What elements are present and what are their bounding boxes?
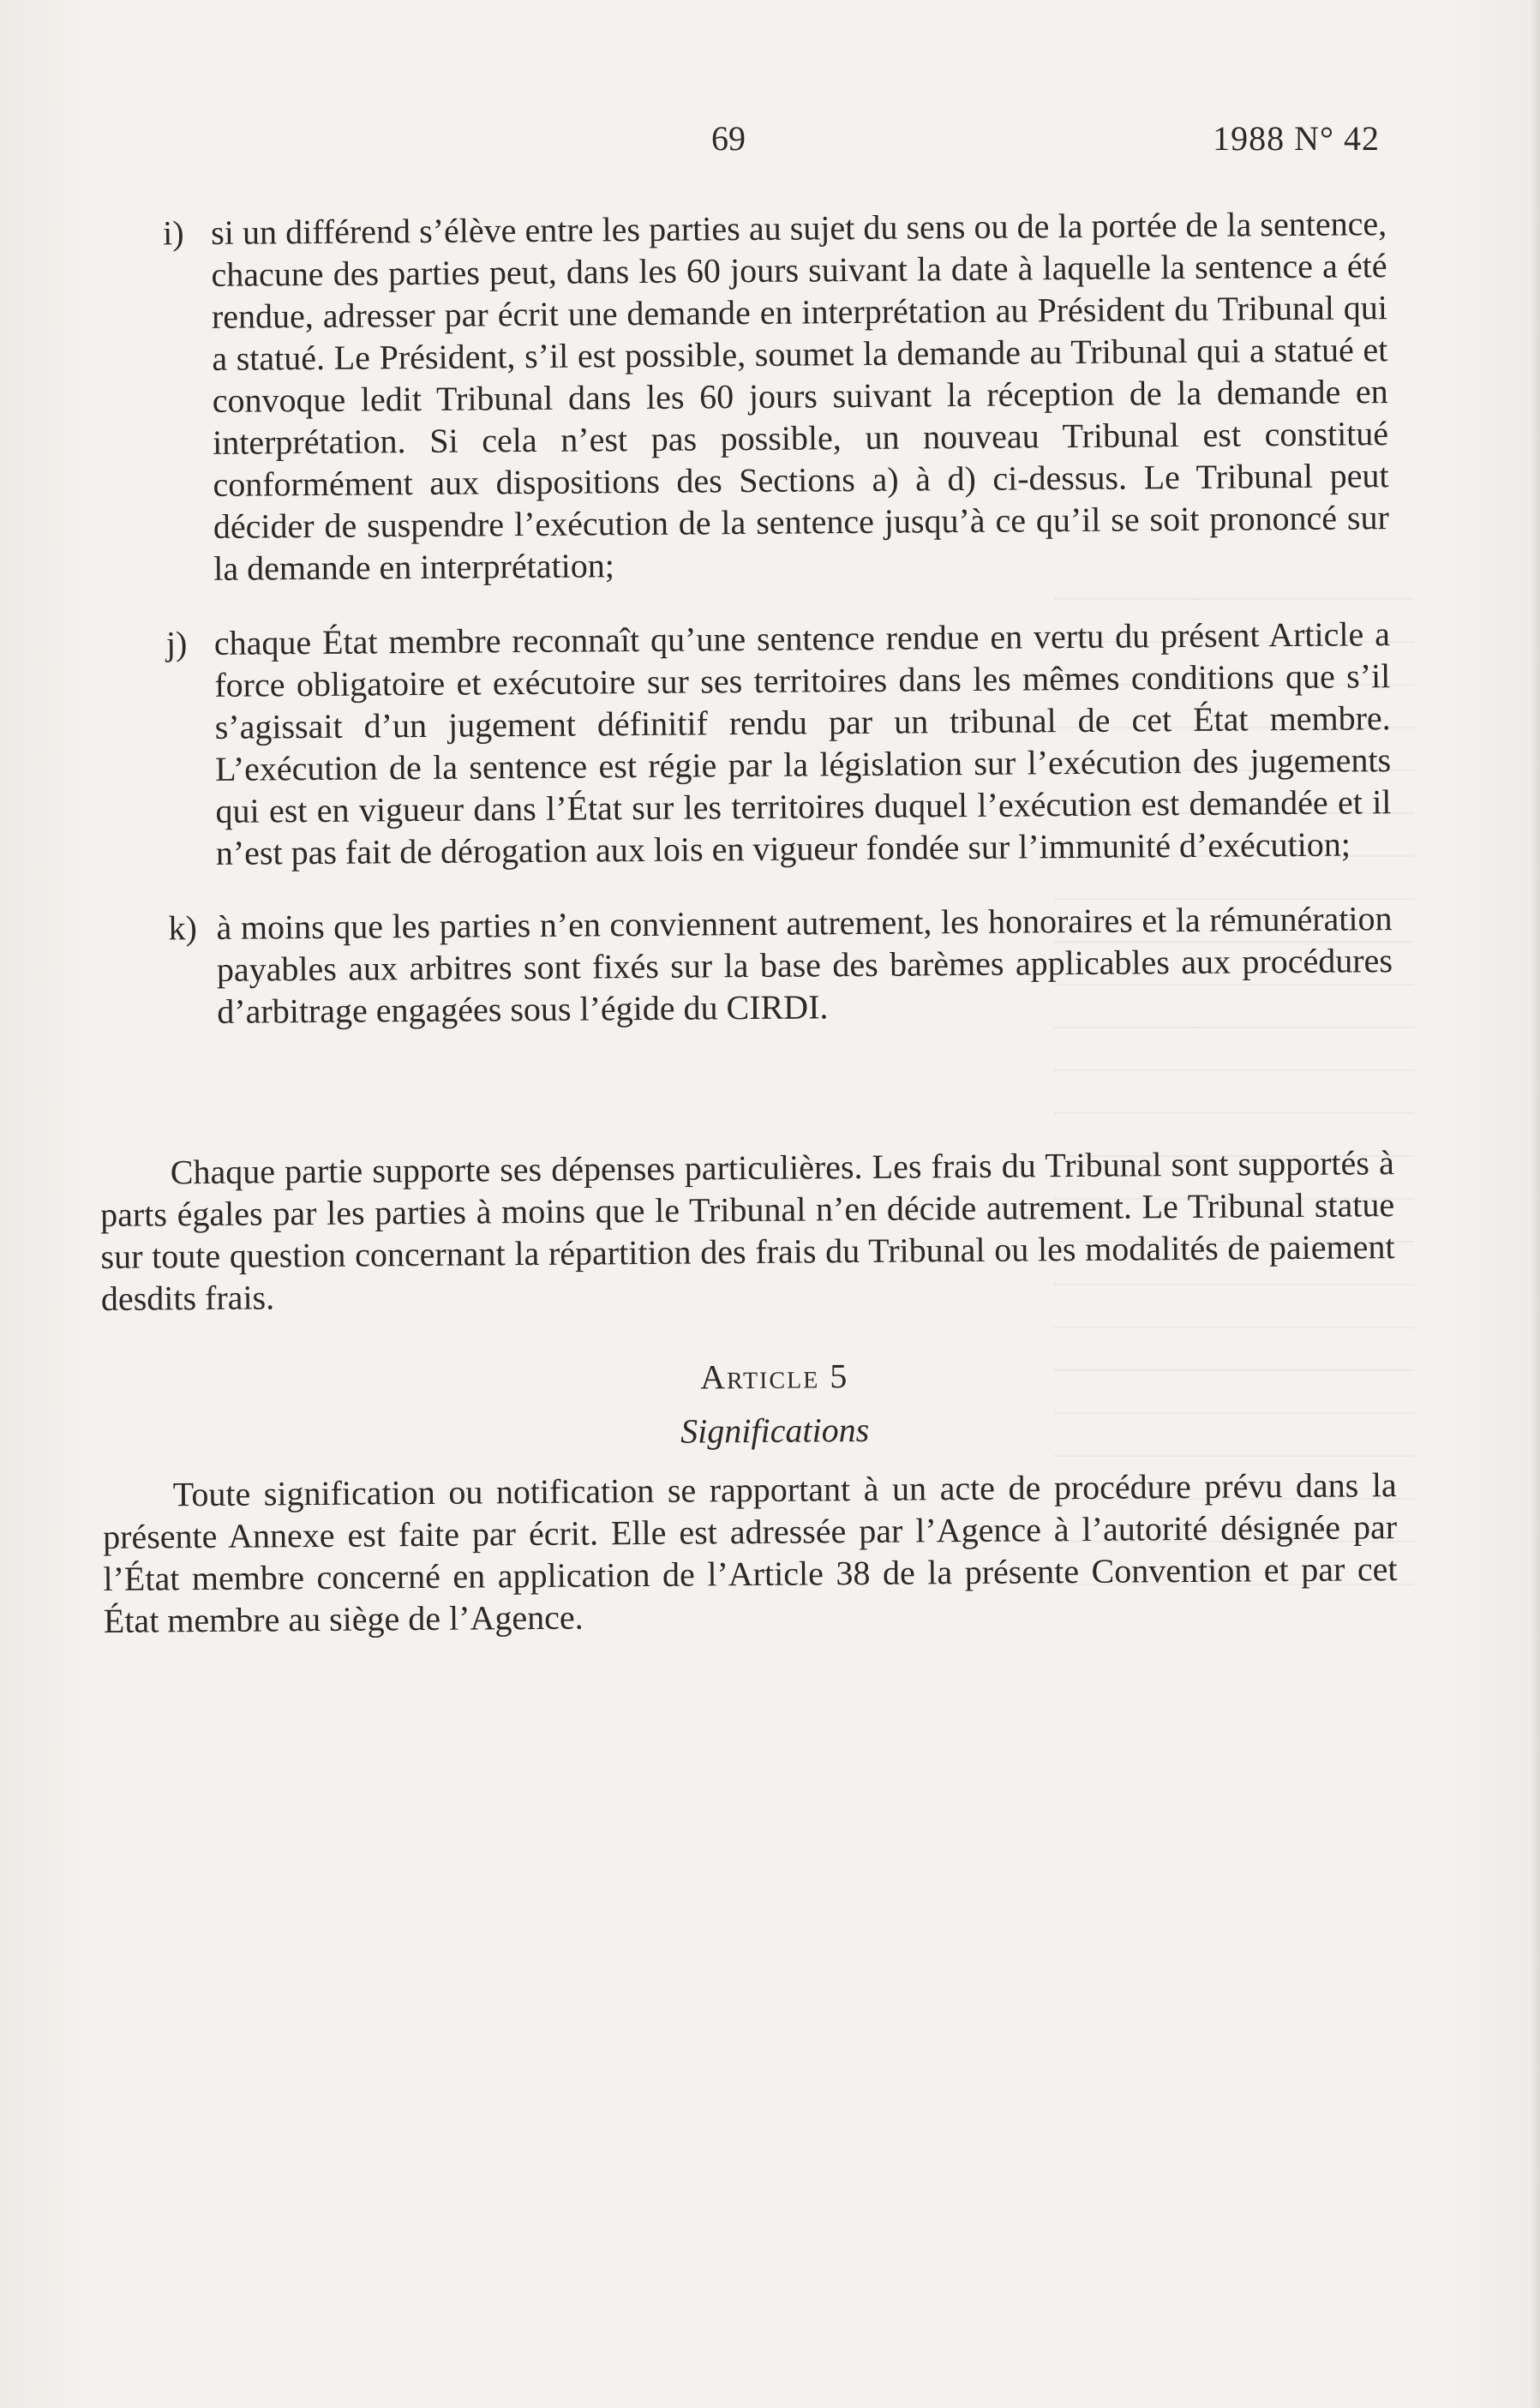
issue-reference: 1988 N° 42 <box>1213 119 1380 158</box>
list-item <box>93 202 1389 590</box>
item-label: k) <box>168 908 198 948</box>
item-text: si un différend s’élève entre les parties au sujet du sens ou de la portée de la sentence, chacune des parties peut, dans les 60 jours suivant la date à laquelle la sentence a été rendue, adresser par écrit une demande en interprétation au Président du Tribunal qui a statué. Le Président, s’il est possible, soumet la demande au Tribunal qui a statué et convoque ledit Tribunal dans les 60 jours suivant la réception de la demande en interprétation. Si cela n’est pas possible, un nouveau Tribunal est constitué conformément aux dispositions des Sections a) à d) ci-dessus. Le Tribunal peut décider de suspendre l’exécution de la sentence jusqu’à ce qu’il se soit prononcé sur la demande en interprétation; <box>211 204 1390 588</box>
list-item <box>98 897 1393 1033</box>
article-subheading: Significations <box>680 1410 870 1451</box>
item-text: chaque État membre reconnaît qu’une sentence rendue en vertu du présent Article a force obligatoire et exécutoire sur ses territoires dans les mêmes conditions que s’il s’agissait d’un jugement définitif rendu par un tribunal de cet État membre. L’exécution de la sentence est régie par la législation sur l’exécution des jugements qui est en vigueur dans l’État sur les territoires duquel l’exécution est demandée et il n’est pas fait de dérogation aux lois en vigueur fondée sur l’immunité d’exécution; <box>213 614 1392 872</box>
section-spacer <box>99 1056 1394 1152</box>
item-label: i) <box>163 213 184 253</box>
costs-paragraph: Chaque partie supporte ses dépenses particulières. Les frais du Tribunal sont supportés à parts égales par les parties à moins que le Tribunal n’en décide autrement. Le Tribunal statue sur toute question concernant la répartition des frais du Tribunal ou les modalités de paiement desdits frais. <box>100 1143 1395 1318</box>
page-body <box>93 202 1398 1683</box>
list-item <box>96 613 1392 875</box>
article-heading: Article 5 <box>699 1357 849 1397</box>
page-edge-shadow <box>1528 0 1540 2408</box>
article-body: Toute signification ou notification se rapportant à un acte de procédure prévu dans la présente Annexe est faite par écrit. Elle est adressée par l’Agence à l’autorité désignée par l’État membre concerné en application de l’Article 38 de la présente Convention et par cet État membre au siège de l’Agence. <box>102 1465 1398 1640</box>
page-number: 69 <box>711 119 746 158</box>
page-header <box>0 118 1540 161</box>
item-text: à moins que les parties n’en conviennent autrement, les honoraires et la rémunération payables aux arbitres sont fixés sur la base des barèmes applicables aux procédures d’arbitrage engagées sous l’égide du CIRDI. <box>216 899 1393 1031</box>
item-label: j) <box>165 624 188 663</box>
